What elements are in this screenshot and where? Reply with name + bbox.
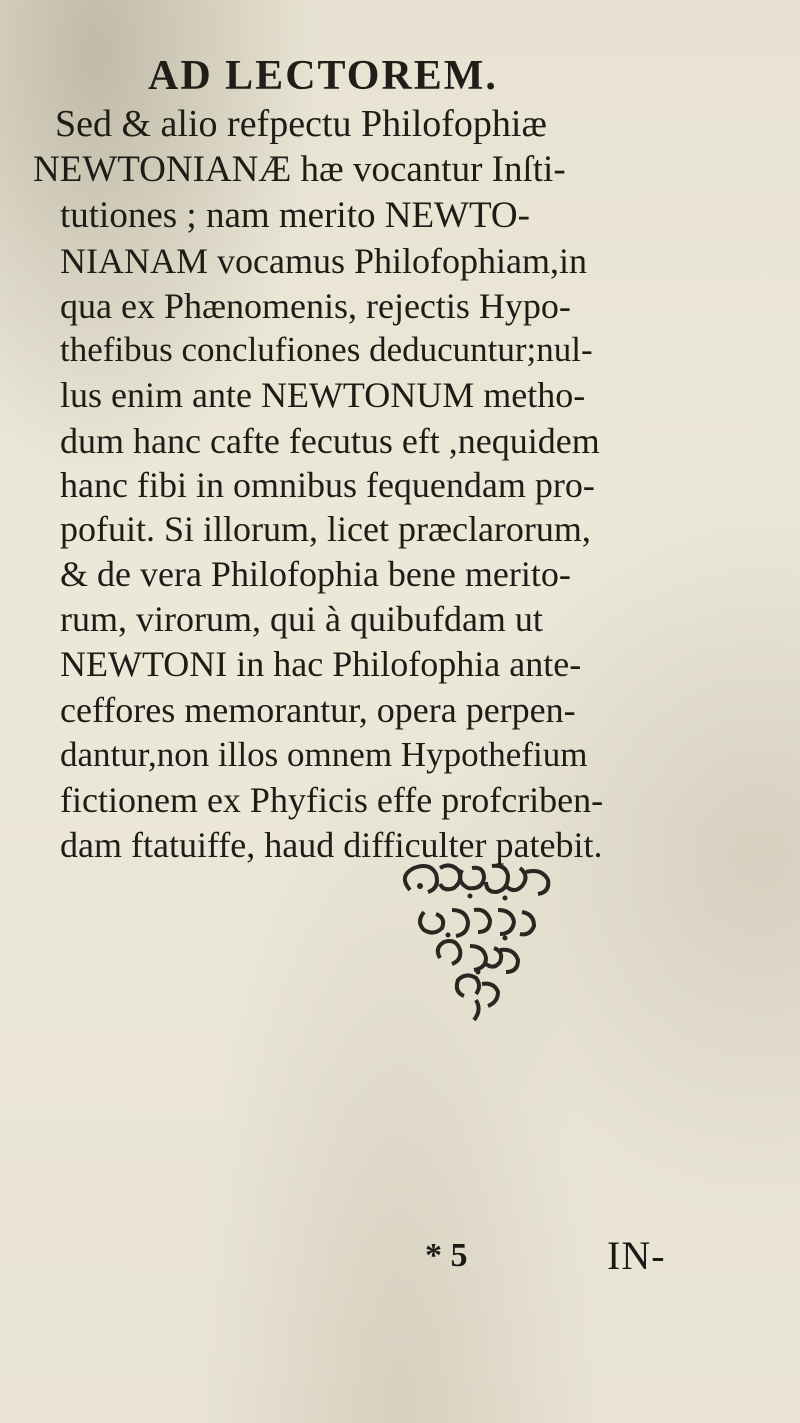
text-line: NIANAM vocamus Philofophiam,in [60,241,587,281]
text-line: dantur,non illos omnem Hypothefium [60,735,588,774]
catchword: IN- [607,1233,666,1278]
signature-mark: * 5 [425,1237,468,1274]
text-line: lus enim ante NEWTONUM metho- [60,375,586,415]
text-line: NEWTONI in hac Philofophia ante- [60,644,582,684]
text-line: hanc fibi in omnibus fequendam pro- [60,465,595,505]
text-line: tutiones ; nam merito NEWTO- [60,195,530,236]
text-line: & de vera Philofophia bene merito- [60,554,571,594]
text-line: pofuit. Si illorum, licet præclarorum, [60,509,591,549]
text-line: NEWTONIANÆ hæ vocantur Inſti- [33,149,566,190]
page-heading: AD LECTOREM. [148,53,498,99]
text-line: thefibus conclufiones deducuntur;nul- [60,330,593,369]
text-line: Sed & alio refpectu Philofophiæ [55,103,547,145]
text-line: ceffores memorantur, opera perpen- [60,690,576,730]
text-line: fictionem ex Phyficis effe profcriben- [60,780,604,820]
text-line: rum, virorum, qui à quibufdam ut [60,599,543,639]
text-line: qua ex Phænomenis, rejectis Hypo- [60,286,571,326]
text-line: dam ftatuiffe, haud difficulter patebit. [60,825,603,865]
text-line: dum hanc cafte fecutus eft ,nequidem [60,421,600,461]
